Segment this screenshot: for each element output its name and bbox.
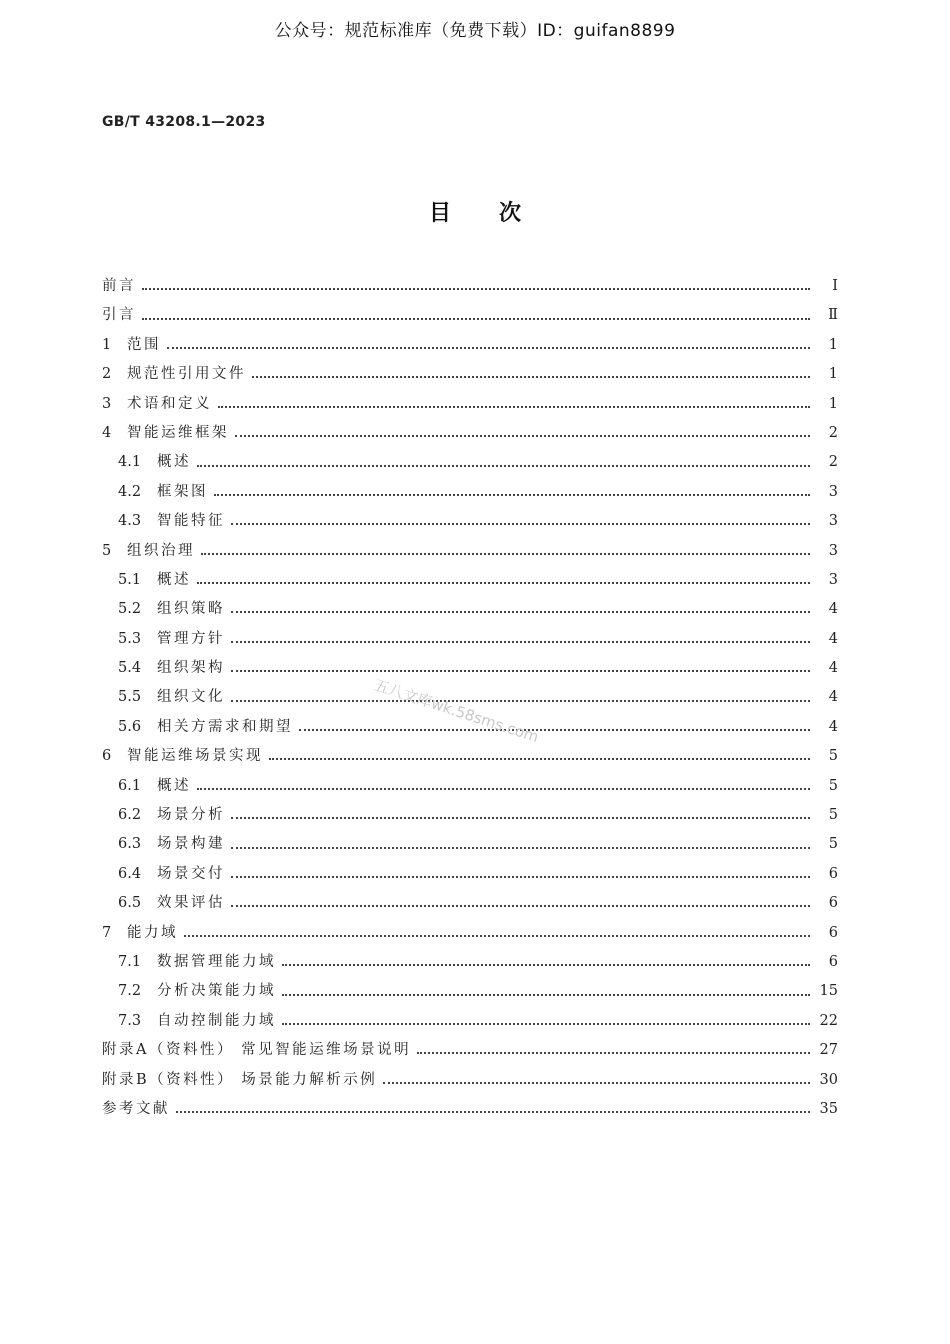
toc-entry[interactable]: [102, 272, 838, 301]
toc-leader-dots: [142, 317, 810, 320]
toc-entry[interactable]: [102, 301, 838, 330]
toc-entry-number: 4.2: [118, 483, 142, 500]
toc-entry[interactable]: [102, 390, 838, 419]
toc-entry[interactable]: [102, 1095, 838, 1124]
toc-entry-number: 6: [102, 748, 112, 765]
toc-leader-dots: [282, 1022, 810, 1025]
toc-entry-page: 5: [828, 777, 838, 794]
toc-entry-page: 27: [819, 1042, 838, 1059]
toc-entry[interactable]: [102, 1036, 838, 1065]
toc-entry-number: 6.4: [118, 865, 142, 882]
toc-entry-label: 前言: [102, 278, 136, 294]
toc-entry-label: 能力域: [127, 924, 178, 941]
toc-entry-page: 1: [828, 336, 838, 353]
toc-leader-dots: [218, 405, 810, 408]
toc-entry[interactable]: [102, 448, 838, 477]
toc-entry-label: 智能运维框架: [127, 424, 229, 441]
toc-entry[interactable]: [102, 830, 838, 859]
toc-entry-number: 7.3: [118, 1012, 142, 1029]
toc-entry[interactable]: [102, 566, 838, 595]
toc-entry-page: 5: [828, 807, 838, 824]
toc-entry-label: 组织治理: [127, 542, 195, 559]
toc-entry-page: 1: [828, 366, 838, 383]
toc-entry-label: 组织架构: [157, 660, 225, 677]
toc-entry-label: 场景交付: [157, 865, 225, 882]
toc-entry-label: 分析决策能力域: [157, 983, 276, 1000]
toc-entry-page: 3: [828, 571, 838, 588]
toc-leader-dots: [231, 875, 810, 878]
toc-entry-number: 5.5: [118, 689, 142, 706]
toc-entry-label: 规范性引用文件: [127, 366, 246, 383]
toc-leader-dots: [176, 1110, 810, 1113]
toc-entry-number: 1: [102, 336, 112, 353]
toc-leader-dots: [142, 287, 810, 290]
watermark: 五八文库wk.58sms.com: [371, 675, 541, 747]
toc-entry[interactable]: [102, 331, 838, 360]
toc-entry[interactable]: [102, 1066, 838, 1095]
toc-entry-page: Ⅱ: [828, 307, 838, 324]
toc-leader-dots: [235, 434, 810, 437]
toc-entry[interactable]: [102, 654, 838, 683]
toc-leader-dots: [201, 552, 810, 555]
toc-entry-page: 1: [828, 395, 838, 412]
toc-leader-dots: [197, 787, 810, 790]
toc-leader-dots: [231, 610, 810, 613]
toc-entry-label: 附录A（资料性） 常见智能运维场景说明: [102, 1042, 412, 1059]
toc-entry[interactable]: [102, 595, 838, 624]
toc-leader-dots: [231, 846, 810, 849]
toc-entry-page: 5: [828, 748, 838, 765]
toc-entry[interactable]: [102, 801, 838, 830]
toc-entry-number: 5.3: [118, 630, 142, 647]
toc-leader-dots: [214, 493, 810, 496]
toc-entry-number: 6.5: [118, 895, 142, 912]
toc-entry-label: 智能运维场景实现: [127, 748, 263, 765]
toc-entry-label: 数据管理能力域: [157, 953, 276, 970]
toc-entry-page: 5: [828, 836, 838, 853]
toc-entry-page: 4: [828, 630, 838, 647]
toc-entry-page: 3: [828, 483, 838, 500]
toc-leader-dots: [167, 346, 810, 349]
toc-entry[interactable]: [102, 860, 838, 889]
toc-entry-page: 15: [819, 983, 838, 1000]
toc-entry-page: 4: [828, 660, 838, 677]
toc-entry-number: 3: [102, 395, 112, 412]
toc-entry[interactable]: [102, 625, 838, 654]
toc-entry-label: 引言: [102, 307, 136, 324]
toc-entry-number: 6.2: [118, 807, 142, 824]
toc-leader-dots: [231, 640, 810, 643]
toc-entry-page: 30: [819, 1071, 838, 1088]
toc-entry-number: 2: [102, 366, 112, 383]
toc-entry-page: 6: [828, 895, 838, 912]
toc-leader-dots: [197, 581, 810, 584]
toc-entry-label: 自动控制能力域: [157, 1012, 276, 1029]
toc-entry[interactable]: [102, 360, 838, 389]
toc-leader-dots: [299, 728, 810, 731]
toc-entry-number: 5.4: [118, 660, 142, 677]
header-banner: 公众号：规范标准库（免费下载）ID：guifan8899: [274, 21, 676, 41]
toc-leader-dots: [231, 699, 810, 702]
toc-entry-label: 范围: [127, 336, 161, 353]
toc-leader-dots: [282, 963, 810, 966]
toc-entry-page: 35: [819, 1100, 838, 1117]
toc-leader-dots: [184, 934, 810, 937]
toc-leader-dots: [231, 904, 810, 907]
toc-entry-page: 3: [828, 513, 838, 530]
toc-entry-number: 6.3: [118, 836, 142, 853]
toc-leader-dots: [197, 464, 810, 467]
toc-entry-number: 4.3: [118, 513, 142, 530]
toc-entry[interactable]: [102, 948, 838, 977]
toc-leader-dots: [231, 669, 810, 672]
toc-entry-label: 附录B（资料性） 场景能力解析示例: [102, 1071, 378, 1088]
toc-entry-page: 2: [828, 454, 838, 471]
toc-entry[interactable]: [102, 419, 838, 448]
toc-entry[interactable]: [102, 889, 838, 918]
toc-entry-number: 7.2: [118, 983, 142, 1000]
toc-leader-dots: [231, 816, 810, 819]
toc-entry[interactable]: [102, 772, 838, 801]
toc-entry-page: Ⅰ: [832, 278, 838, 294]
toc-entry-number: 5: [102, 542, 112, 559]
toc-entry-page: 6: [828, 924, 838, 941]
toc-leader-dots: [417, 1051, 810, 1054]
toc-leader-dots: [231, 522, 810, 525]
page-title: 目次: [428, 200, 569, 226]
toc-entry-label: 场景构建: [157, 836, 225, 853]
toc-entry-number: 5.6: [118, 718, 142, 735]
toc-entry-label: 组织文化: [157, 689, 225, 706]
toc-entry-number: 4: [102, 424, 112, 441]
toc-entry-label: 相关方需求和期望: [157, 718, 293, 735]
toc-entry[interactable]: [102, 742, 838, 771]
standard-code: GB/T 43208.1—2023: [102, 114, 266, 130]
toc-entry-label: 概述: [157, 571, 191, 588]
toc-leader-dots: [383, 1081, 810, 1084]
toc-entry-number: 5.1: [118, 571, 142, 588]
toc-leader-dots: [269, 757, 810, 760]
toc-entry-number: 4.1: [118, 454, 142, 471]
toc-entry-page: 4: [828, 601, 838, 618]
toc-entry-page: 6: [828, 865, 838, 882]
toc-entry-label: 术语和定义: [127, 395, 212, 412]
toc-entry-label: 概述: [157, 777, 191, 794]
toc-entry-page: 2: [828, 424, 838, 441]
toc-leader-dots: [282, 993, 810, 996]
toc-entry-label: 场景分析: [157, 807, 225, 824]
toc-entry[interactable]: [102, 919, 838, 948]
toc-entry-number: 7: [102, 924, 112, 941]
toc-entry[interactable]: [102, 507, 838, 536]
toc-entry-label: 管理方针: [157, 630, 225, 647]
toc-entry-page: 6: [828, 953, 838, 970]
toc-entry[interactable]: [102, 537, 838, 566]
toc-entry-page: 22: [819, 1012, 838, 1029]
table-of-contents: [102, 272, 838, 1124]
toc-entry[interactable]: [102, 1007, 838, 1036]
toc-entry-label: 参考文献: [102, 1100, 170, 1117]
toc-entry-number: 7.1: [118, 953, 142, 970]
toc-entry-number: 5.2: [118, 601, 142, 618]
toc-leader-dots: [252, 375, 810, 378]
toc-entry[interactable]: [102, 478, 838, 507]
toc-entry-label: 效果评估: [157, 895, 225, 912]
toc-entry-page: 4: [828, 689, 838, 706]
toc-entry-label: 框架图: [157, 483, 208, 500]
toc-entry-label: 组织策略: [157, 601, 225, 618]
toc-entry[interactable]: [102, 977, 838, 1006]
toc-entry-page: 3: [828, 542, 838, 559]
toc-entry-label: 智能特征: [157, 513, 225, 530]
toc-entry-number: 6.1: [118, 777, 142, 794]
toc-entry-label: 概述: [157, 454, 191, 471]
toc-entry-page: 4: [828, 718, 838, 735]
